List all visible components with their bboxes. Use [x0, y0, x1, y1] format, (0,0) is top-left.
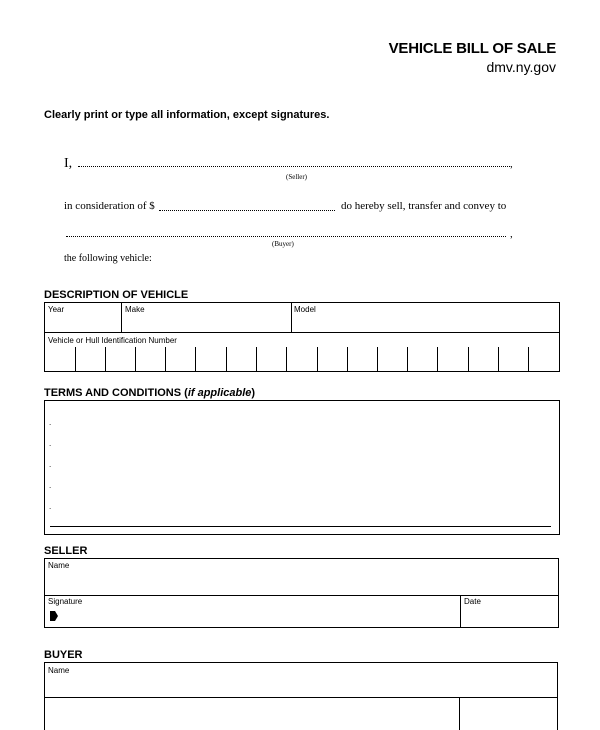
- buyer-box-right-edge: [557, 697, 558, 730]
- seller-name-label: Name: [48, 561, 70, 570]
- following-vehicle-label: the following vehicle:: [64, 253, 152, 264]
- seller-signature-label: Signature: [48, 597, 83, 606]
- year-make-divider: [121, 303, 122, 332]
- model-label: Model: [294, 305, 316, 314]
- vin-cell-divider: [256, 347, 257, 371]
- vin-label: Vehicle or Hull Identification Number: [48, 336, 177, 345]
- seller-title: SELLER: [44, 545, 88, 557]
- vin-cell-divider: [498, 347, 499, 371]
- buyer-signature-date-divider: [459, 697, 460, 730]
- vin-cell-divider: [468, 347, 469, 371]
- document-title: VEHICLE BILL OF SALE: [388, 40, 556, 57]
- vin-cell-divider: [437, 347, 438, 371]
- buyer-title: BUYER: [44, 649, 83, 661]
- seller-date-label: Date: [464, 597, 481, 606]
- vin-cell-divider: [528, 347, 529, 371]
- comma-1: ,: [510, 158, 513, 170]
- terms-title-main: TERMS AND CONDITIONS (: [44, 387, 188, 399]
- terms-bullet: .: [49, 502, 52, 511]
- seller-name-field[interactable]: [44, 558, 559, 594]
- buyer-caption: (Buyer): [272, 240, 294, 248]
- buyer-box-left-edge: [44, 697, 45, 730]
- instructions-text: Clearly print or type all information, except signatures.: [44, 109, 330, 121]
- terms-signature-line: [50, 526, 551, 527]
- vin-cell-divider: [286, 347, 287, 371]
- buyer-name-field[interactable]: [44, 662, 558, 698]
- vin-cell-divider: [135, 347, 136, 371]
- vin-cell-divider: [347, 347, 348, 371]
- terms-bullet: .: [49, 418, 52, 427]
- price-line[interactable]: [159, 210, 335, 211]
- terms-bullet: .: [49, 481, 52, 490]
- seller-date-field[interactable]: [460, 595, 559, 628]
- terms-bullet: .: [49, 460, 52, 469]
- comma-2: ,: [510, 228, 513, 240]
- vin-cell-divider: [377, 347, 378, 371]
- make-label: Make: [125, 305, 145, 314]
- seller-signature-field[interactable]: [44, 595, 459, 628]
- description-title: DESCRIPTION OF VEHICLE: [44, 289, 189, 301]
- vin-cell-divider: [317, 347, 318, 371]
- make-model-divider: [291, 303, 292, 332]
- buyer-name-label: Name: [48, 666, 70, 675]
- year-label: Year: [48, 305, 65, 314]
- vin-cell-divider: [75, 347, 76, 371]
- consideration-label: in consideration of $: [64, 200, 155, 212]
- convey-text: do hereby sell, transfer and convey to: [341, 200, 507, 212]
- terms-bullet: .: [49, 439, 52, 448]
- vin-cells[interactable]: [0, 347, 600, 371]
- terms-title: [44, 387, 255, 399]
- seller-caption: (Seller): [286, 173, 307, 181]
- buyer-name-line[interactable]: [66, 236, 506, 237]
- vin-cell-divider: [105, 347, 106, 371]
- i-label: I,: [64, 156, 73, 171]
- terms-box[interactable]: [44, 400, 560, 535]
- website-url: dmv.ny.gov: [486, 59, 556, 75]
- terms-title-end: ): [251, 387, 256, 399]
- vin-cell-divider: [226, 347, 227, 371]
- vin-cell-divider: [407, 347, 408, 371]
- vin-cell-divider: [195, 347, 196, 371]
- vin-cell-divider: [165, 347, 166, 371]
- terms-title-italic: if applicable: [187, 387, 252, 399]
- description-row-divider: [45, 332, 559, 333]
- seller-name-line[interactable]: [78, 166, 510, 167]
